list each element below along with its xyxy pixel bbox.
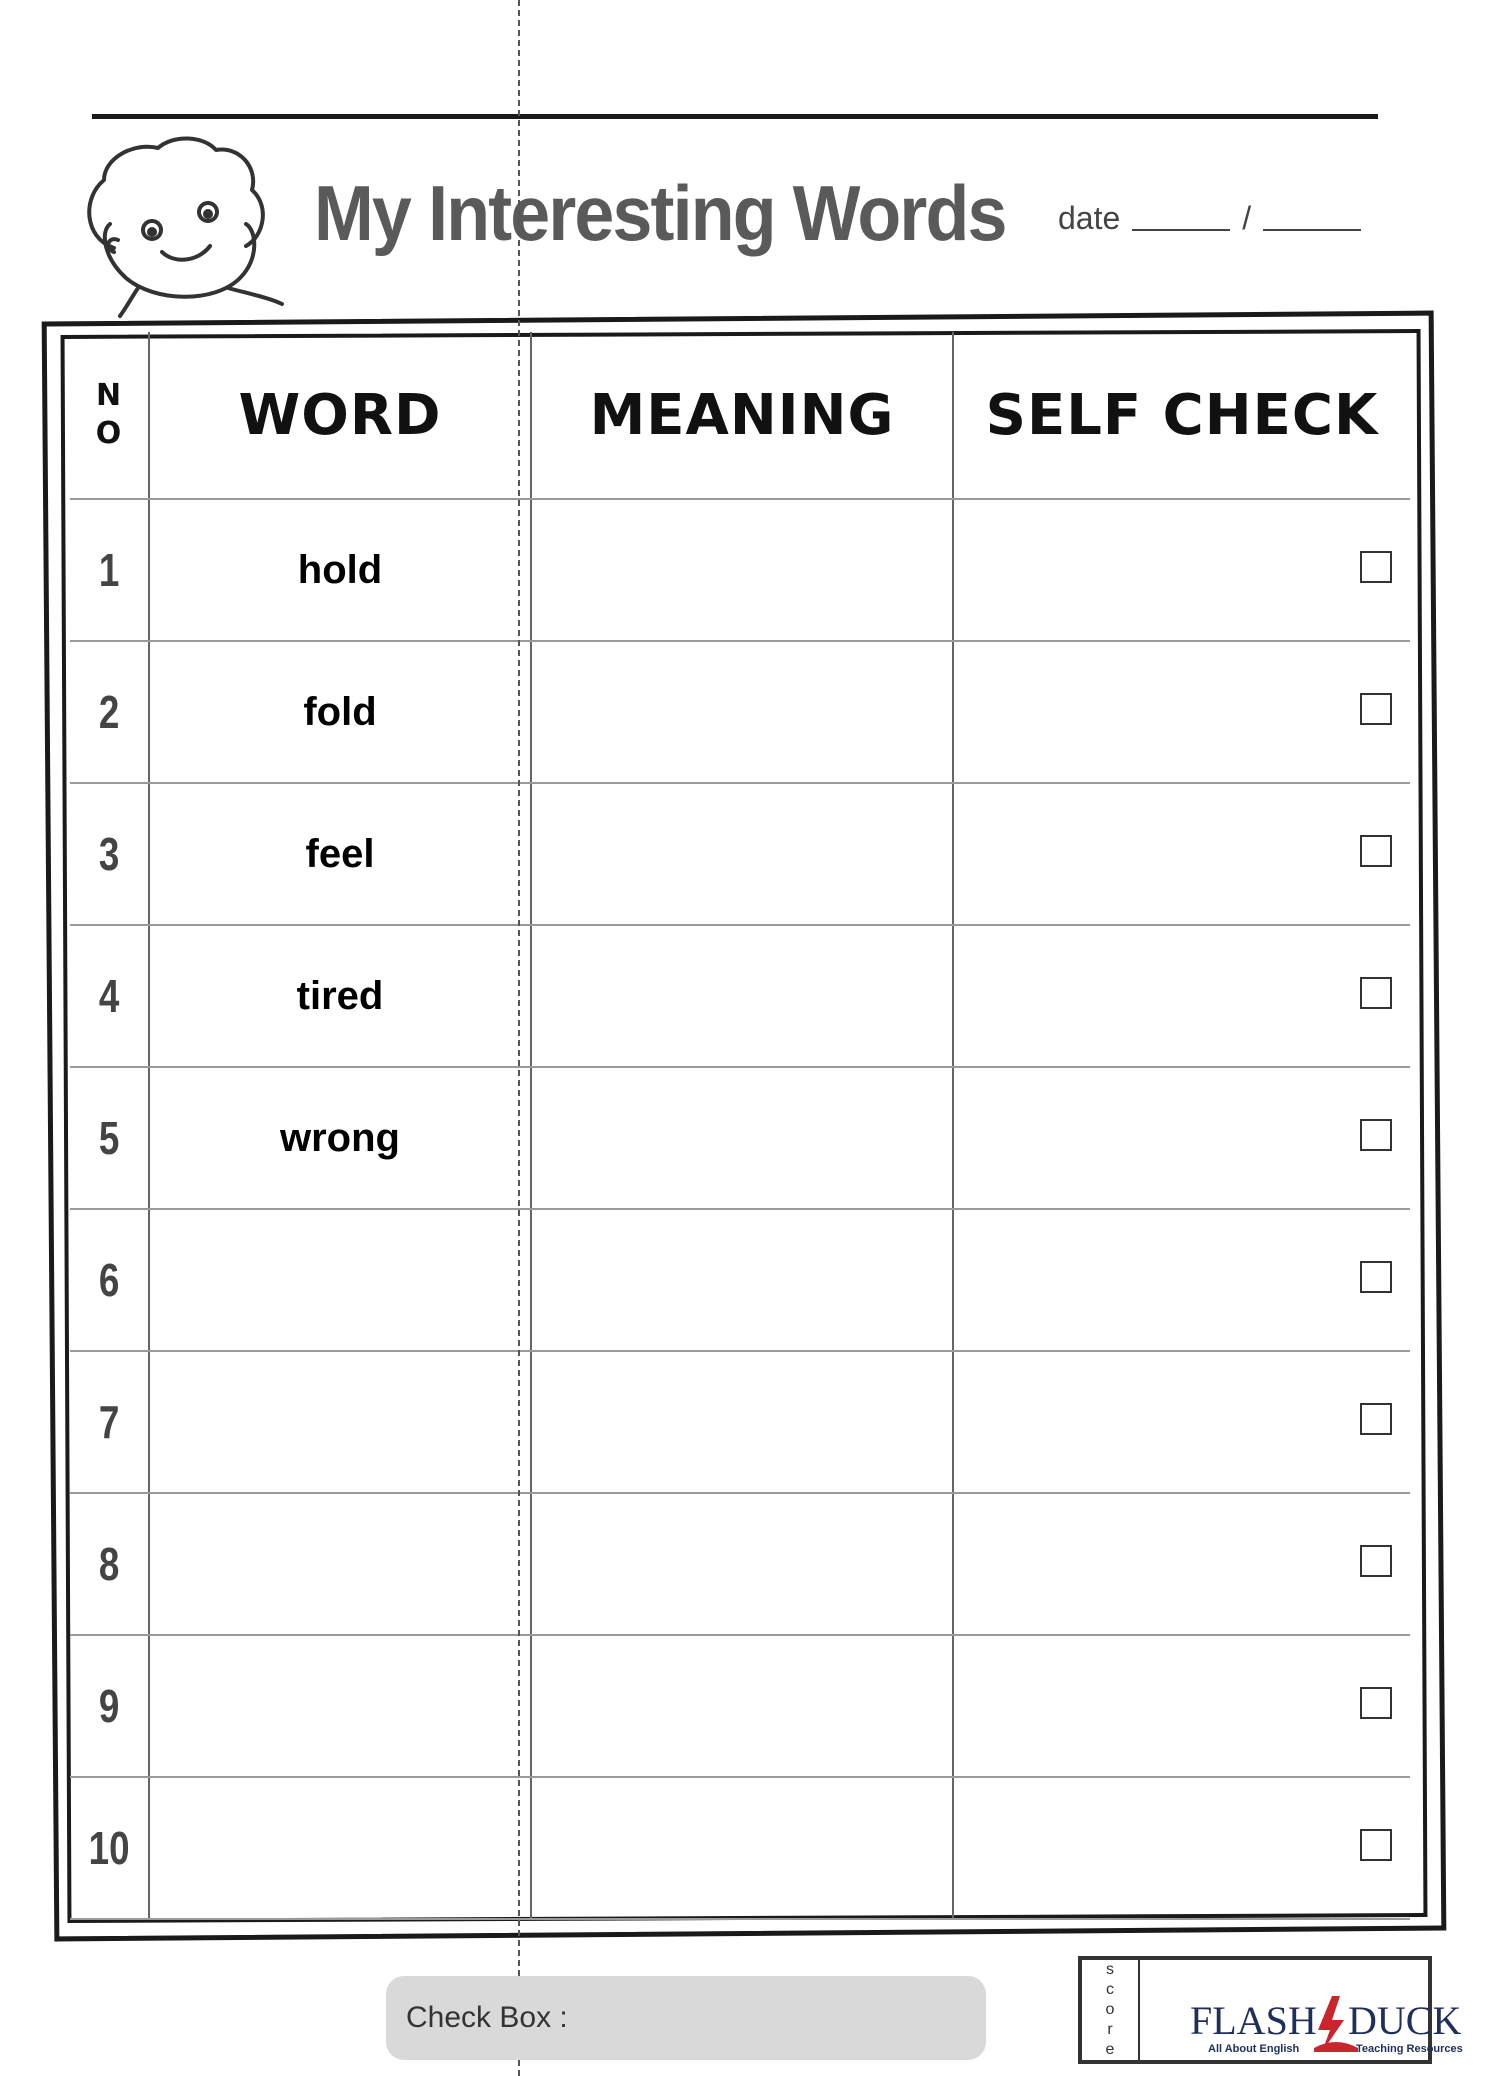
- table-row: [70, 499, 1410, 641]
- date-day-blank[interactable]: [1263, 229, 1361, 231]
- check-box-field[interactable]: [386, 1976, 986, 2060]
- self-check-cell: [953, 1351, 1410, 1493]
- score-letter: e: [1105, 2041, 1115, 2058]
- header-no: [70, 332, 149, 499]
- meaning-cell[interactable]: [531, 783, 953, 925]
- word-cell[interactable]: [149, 1493, 531, 1635]
- page-title: My Interesting Words: [314, 169, 1006, 257]
- top-rule: [92, 114, 1378, 119]
- self-check-cell: [953, 1493, 1410, 1635]
- word-cell[interactable]: hold: [149, 499, 531, 641]
- row-number: 9: [78, 1635, 141, 1777]
- meaning-cell[interactable]: [531, 1635, 953, 1777]
- empty-checkbox-icon[interactable]: [1360, 551, 1392, 583]
- score-letter: s: [1106, 1961, 1114, 1978]
- table-row: [70, 1493, 1410, 1635]
- row-number: 1: [78, 499, 141, 641]
- table-row: [70, 1209, 1410, 1351]
- header-word: WORD: [149, 332, 531, 499]
- date-field[interactable]: [1058, 200, 1373, 237]
- self-check-cell: [953, 1209, 1410, 1351]
- fold-guide-line: [518, 0, 520, 2076]
- brand-name-right: DUCK: [1348, 1998, 1462, 2043]
- meaning-cell[interactable]: [531, 1777, 953, 1919]
- word-cell[interactable]: wrong: [149, 1067, 531, 1209]
- empty-checkbox-icon[interactable]: [1360, 1829, 1392, 1861]
- row-number: 3: [78, 783, 141, 925]
- row-number: 2: [78, 641, 141, 783]
- empty-checkbox-icon[interactable]: [1360, 835, 1392, 867]
- self-check-cell: [953, 1067, 1410, 1209]
- empty-checkbox-icon[interactable]: [1360, 693, 1392, 725]
- row-number: 5: [78, 1067, 141, 1209]
- self-check-cell: [953, 1635, 1410, 1777]
- date-separator: /: [1242, 200, 1252, 236]
- score-letter: o: [1105, 2001, 1115, 2018]
- check-box-label: Check Box :: [406, 2001, 568, 2034]
- empty-checkbox-icon[interactable]: [1360, 1261, 1392, 1293]
- meaning-cell[interactable]: [531, 499, 953, 641]
- self-check-cell: [953, 925, 1410, 1067]
- word-cell[interactable]: fold: [149, 641, 531, 783]
- flash-duck-logo: [1186, 1990, 1486, 2060]
- table-row: [70, 783, 1410, 925]
- row-number: 4: [78, 925, 141, 1067]
- row-number: 7: [78, 1351, 141, 1493]
- brand-tagline-right: Teaching Resources: [1356, 2043, 1463, 2055]
- score-label: [1082, 1960, 1140, 2060]
- brand-name-left: FLASH: [1190, 1998, 1317, 2043]
- word-cell[interactable]: [149, 1209, 531, 1351]
- header-no-n: N: [95, 378, 123, 413]
- empty-checkbox-icon[interactable]: [1360, 977, 1392, 1009]
- empty-checkbox-icon[interactable]: [1360, 1545, 1392, 1577]
- row-number: 10: [78, 1777, 141, 1919]
- table-row: [70, 1067, 1410, 1209]
- vocabulary-table: [70, 332, 1410, 1920]
- header-self-check: SELF CHECK: [953, 332, 1410, 499]
- self-check-cell: [953, 641, 1410, 783]
- brand-tagline-left: All About English: [1208, 2043, 1300, 2055]
- meaning-cell[interactable]: [531, 1493, 953, 1635]
- header-no-o: O: [95, 416, 123, 451]
- empty-checkbox-icon[interactable]: [1360, 1687, 1392, 1719]
- word-cell[interactable]: [149, 1635, 531, 1777]
- meaning-cell[interactable]: [531, 641, 953, 783]
- empty-checkbox-icon[interactable]: [1360, 1403, 1392, 1435]
- word-cell[interactable]: feel: [149, 783, 531, 925]
- self-check-cell: [953, 1777, 1410, 1919]
- word-cell[interactable]: [149, 1351, 531, 1493]
- row-number: 6: [78, 1209, 141, 1351]
- cartoon-boy-face-icon: [74, 128, 284, 318]
- table-row: [70, 1351, 1410, 1493]
- header-meaning: MEANING: [531, 332, 953, 499]
- meaning-cell[interactable]: [531, 1209, 953, 1351]
- empty-checkbox-icon[interactable]: [1360, 1119, 1392, 1151]
- table-row: [70, 641, 1410, 783]
- word-cell[interactable]: [149, 1777, 531, 1919]
- table-row: [70, 925, 1410, 1067]
- table-header-row: [70, 332, 1410, 499]
- score-letter: c: [1106, 1981, 1114, 1998]
- self-check-cell: [953, 783, 1410, 925]
- meaning-cell[interactable]: [531, 1351, 953, 1493]
- meaning-cell[interactable]: [531, 1067, 953, 1209]
- self-check-cell: [953, 499, 1410, 641]
- date-label: date: [1058, 200, 1121, 236]
- word-cell[interactable]: tired: [149, 925, 531, 1067]
- table-row: [70, 1635, 1410, 1777]
- book-icon: [1314, 2042, 1358, 2052]
- row-number: 8: [78, 1493, 141, 1635]
- date-month-blank[interactable]: [1132, 229, 1230, 231]
- meaning-cell[interactable]: [531, 925, 953, 1067]
- table-row: [70, 1777, 1410, 1919]
- score-letter: r: [1107, 2021, 1113, 2038]
